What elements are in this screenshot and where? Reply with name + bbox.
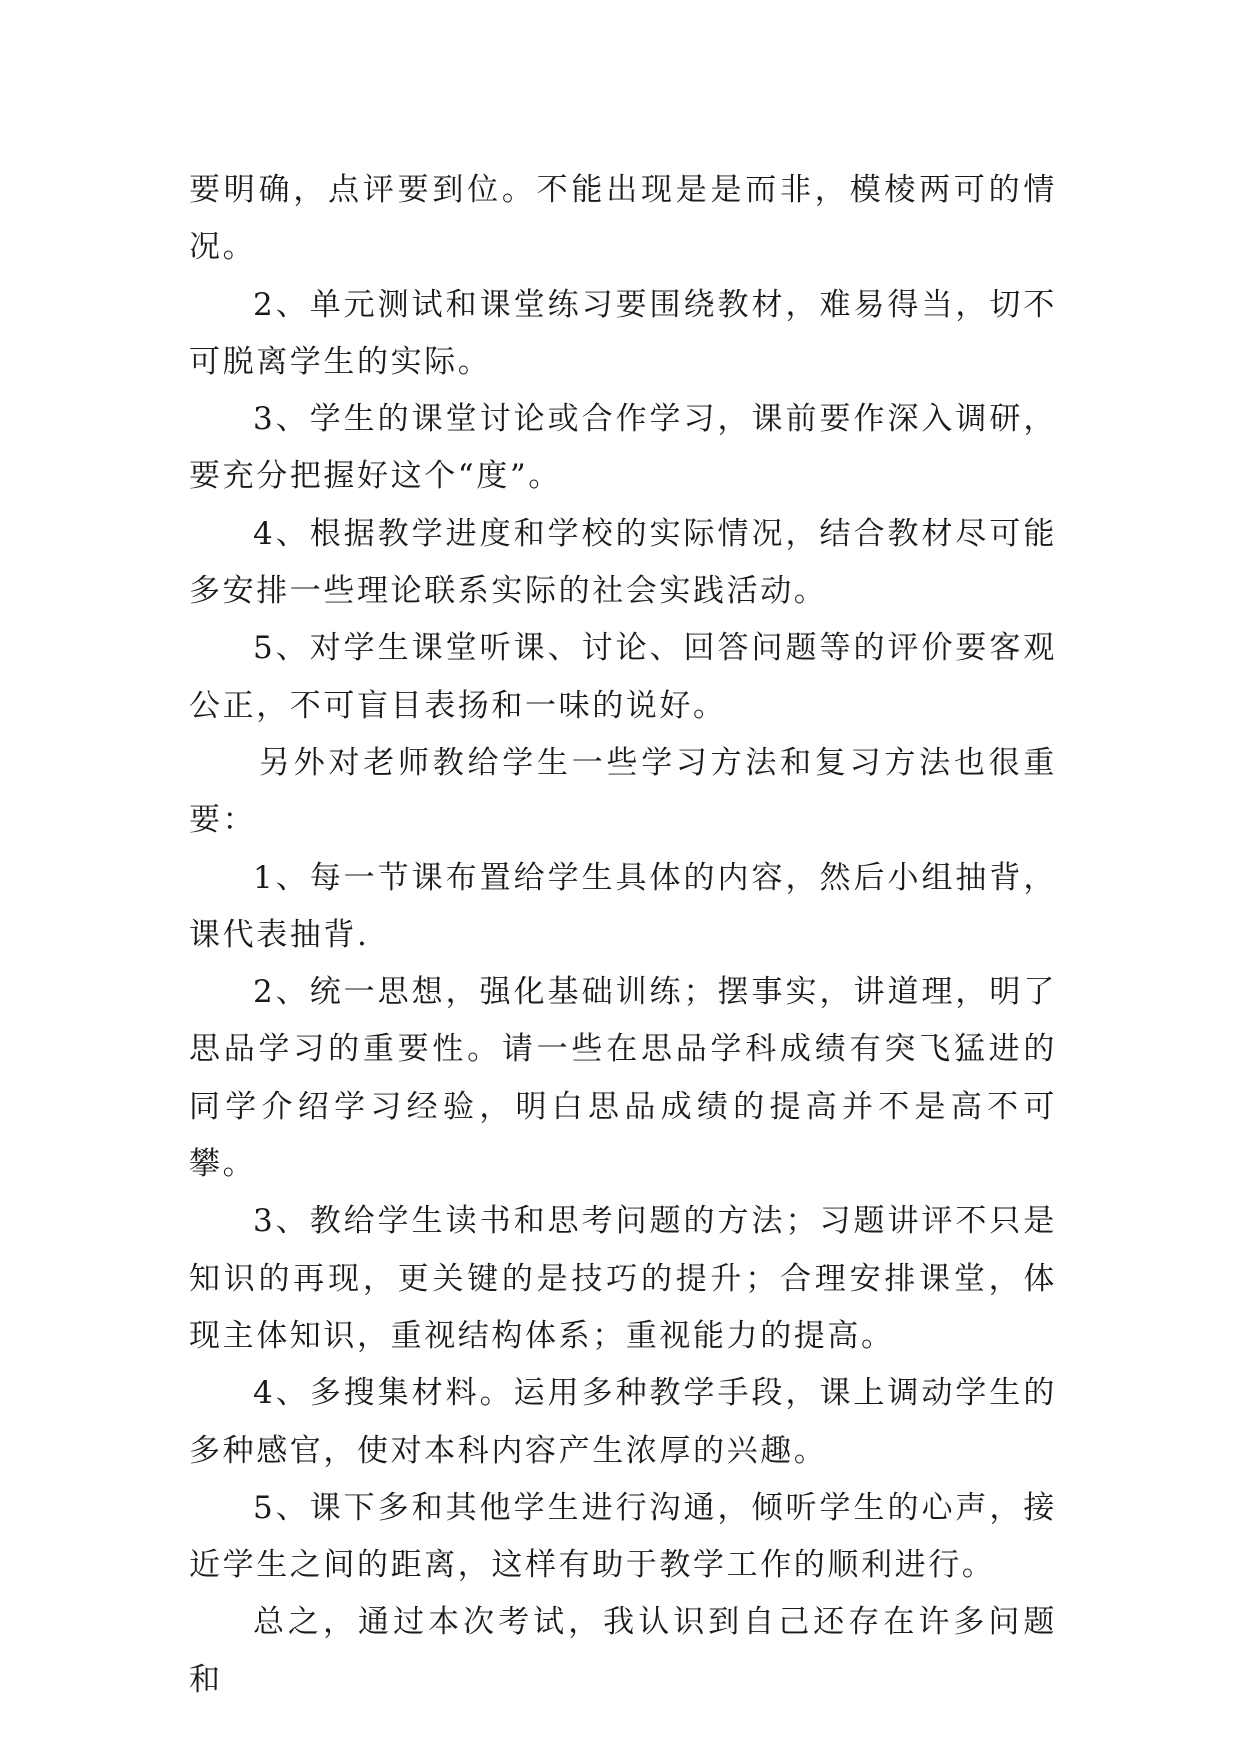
paragraph-item-5-evaluation: 5、对学生课堂听课、讨论、回答问题等的评价要客观公正，不可盲目表扬和一味的说好。 (189, 630, 1057, 724)
paragraph-continuation: 要明确，点评要到位。不能出现是是而非，模棱两可的情况。 (189, 172, 1057, 266)
paragraph-method-4: 4、多搜集材料。运用多种教学手段，课上调动学生的多种感官，使对本科内容产生浓厚的兴趣。 (189, 1375, 1057, 1469)
paragraph-method-3: 3、教给学生读书和思考问题的方法；习题讲评不只是知识的再现，更关键的是技巧的提升；合理安排课堂，体现主体知识，重视结构体系；重视能力的提高。 (189, 1203, 1057, 1354)
document-body (189, 162, 1057, 1709)
paragraph-item-3-discussion: 3、学生的课堂讨论或合作学习，课前要作深入调研，要充分把握好这个“度”。 (189, 401, 1057, 495)
paragraph-item-2-tests: 2、单元测试和课堂练习要围绕教材，难易得当，切不可脱离学生的实际。 (189, 286, 1057, 380)
paragraph-conclusion: 总之，通过本次考试，我认识到自己还存在许多问题和 (189, 1604, 1057, 1698)
paragraph-methods-intro: 另外对老师教给学生一些学习方法和复习方法也很重要： (189, 744, 1057, 839)
paragraph-item-4-practice: 4、根据教学进度和学校的实际情况，结合教材尽可能多安排一些理论联系实际的社会实践活动。 (189, 515, 1057, 610)
paragraph-method-5: 5、课下多和其他学生进行沟通，倾听学生的心声，接近学生之间的距离，这样有助于教学工作的顺利进行。 (189, 1489, 1057, 1584)
paragraph-method-2: 2、统一思想，强化基础训练；摆事实，讲道理，明了思品学习的重要性。请一些在思品学科成绩有突飞猛进的同学介绍学习经验，明白思品成绩的提高并不是高不可攀。 (189, 974, 1057, 1183)
paragraph-method-1: 1、每一节课布置给学生具体的内容，然后小组抽背，课代表抽背. (189, 859, 1057, 953)
